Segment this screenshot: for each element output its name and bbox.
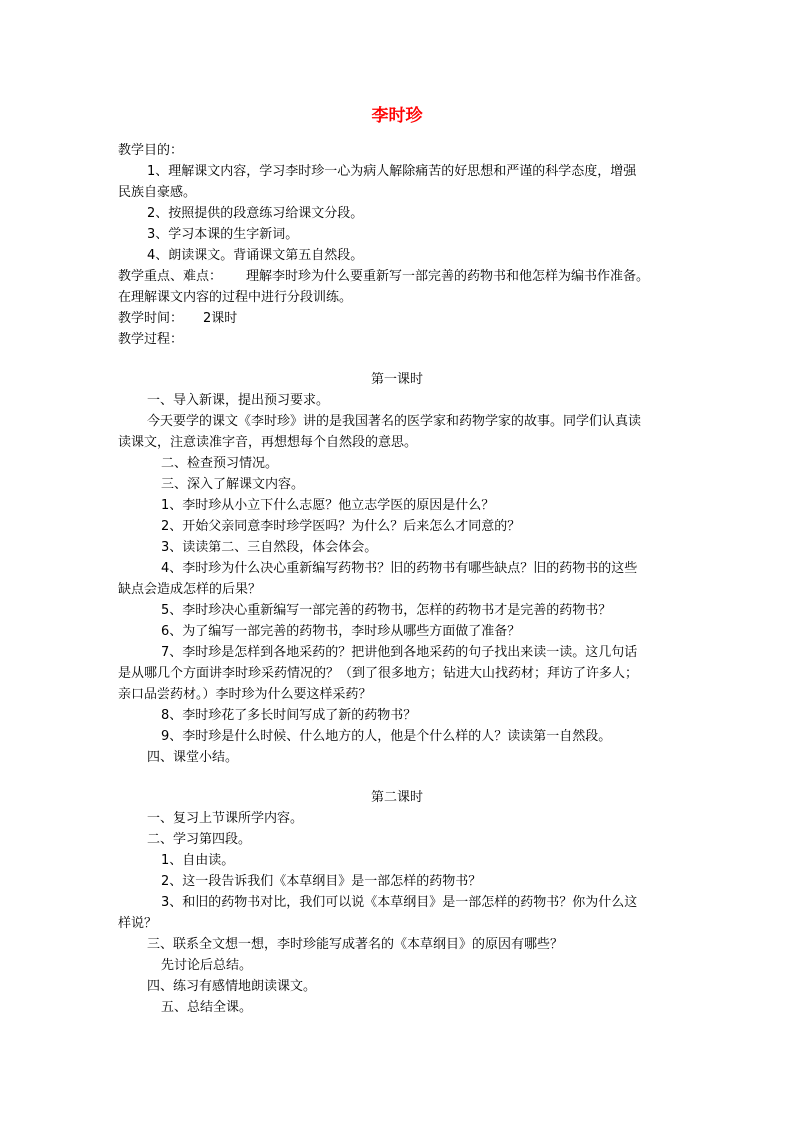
lesson-1-intro-cont: 读课文，注意读准字音，再想想每个自然段的意思。	[118, 435, 418, 450]
lesson-1-question-9: 9、李时珍是什么时候、什么地方的人，他是个什么样的人？读读第一自然段。	[161, 729, 612, 744]
lesson-1-step-1: 一、导入新课，提出预习要求。	[147, 393, 330, 408]
lesson-2-heading: 第二课时	[370, 790, 423, 805]
lesson-1-step-4: 四、课堂小结。	[147, 750, 239, 765]
process-heading: 教学过程：	[118, 332, 184, 347]
lesson-2-step-4: 四、练习有感情地朗读课文。	[147, 979, 317, 994]
lesson-1-question-7-cont-2: 亲口品尝药材。）李时珍为什么要这样采药？	[118, 687, 372, 702]
lesson-2-sub-1: 1、自由读。	[161, 853, 235, 868]
lesson-1-question-2: 2、开始父亲同意李时珍学医吗？为什么？后来怎么才同意的？	[161, 519, 521, 534]
lesson-1-question-6: 6、为了编写一部完善的药物书，李时珍从哪些方面做了准备？	[161, 624, 521, 639]
lesson-2-step-3-note: 先讨论后总结。	[161, 958, 253, 973]
lesson-1-question-4: 4、李时珍为什么决心重新编写药物书？旧的药物书有哪些缺点？旧的药物书的这些	[161, 561, 638, 576]
lesson-1-step-3: 三、深入了解课文内容。	[161, 477, 305, 492]
lesson-1-question-3: 3、读读第二、三自然段，体会体会。	[161, 540, 378, 555]
lesson-2-step-1: 一、复习上节课所学内容。	[147, 811, 304, 826]
time-label: 教学时间：	[118, 311, 184, 326]
focus-label: 教学重点、难点：	[118, 269, 223, 284]
lesson-1-question-4-cont: 缺点会造成怎样的后果？	[118, 582, 262, 597]
lesson-2-step-2: 二、学习第四段。	[147, 832, 252, 847]
lesson-2-sub-2: 2、这一段告诉我们《本草纲目》是一部怎样的药物书？	[161, 874, 482, 889]
document-title: 李时珍	[371, 106, 423, 126]
focus-text-cont: 在理解课文内容的过程中进行分段训练。	[118, 290, 353, 305]
lesson-1-question-5: 5、李时珍决心重新编写一部完善的药物书，怎样的药物书才是完善的药物书？	[161, 603, 612, 618]
lesson-1-intro: 今天要学的课文《李时珍》讲的是我国著名的医学家和药物学家的故事。同学们认真读	[147, 414, 642, 429]
lesson-2-sub-3-cont: 样说？	[118, 916, 158, 931]
focus-text: 理解李时珍为什么要重新写一部完善的药物书和他怎样为编书作准备。	[246, 269, 650, 284]
objective-item-2: 2、按照提供的段意练习给课文分段。	[147, 206, 364, 221]
lesson-1-step-2: 二、检查预习情况。	[161, 456, 279, 471]
lesson-2-step-3: 三、联系全文想一想，李时珍能写成著名的《本草纲目》的原因有哪些？	[147, 937, 564, 952]
lesson-2-sub-3: 3、和旧的药物书对比，我们可以说《本草纲目》是一部怎样的药物书？你为什么这	[161, 895, 638, 910]
lesson-1-question-7-cont: 是从哪几个方面讲李时珍采药情况的？（到了很多地方；钻进大山找药材；拜访了许多人；	[118, 666, 639, 681]
objective-item-4: 4、朗读课文。背诵课文第五自然段。	[147, 248, 364, 263]
lesson-1-question-8: 8、李时珍花了多长时间写成了新的药物书？	[161, 708, 417, 723]
lesson-1-heading: 第一课时	[370, 372, 423, 387]
lesson-2-step-5: 五、总结全课。	[161, 1000, 253, 1015]
objective-item-3: 3、学习本课的生字新词。	[147, 227, 299, 242]
lesson-1-question-7: 7、李时珍是怎样到各地采药的？把讲他到各地采药的句子找出来读一读。这几句话	[161, 645, 638, 660]
objectives-heading: 教学目的：	[118, 143, 184, 158]
time-value: 2课时	[203, 311, 238, 326]
objective-item-1: 1、理解课文内容，学习李时珍一心为病人解除痛苦的好思想和严谨的科学态度，增强	[147, 164, 637, 179]
objective-item-1-cont: 民族自豪感。	[118, 185, 197, 200]
lesson-1-question-1: 1、李时珍从小立下什么志愿？他立志学医的原因是什么？	[161, 498, 495, 513]
